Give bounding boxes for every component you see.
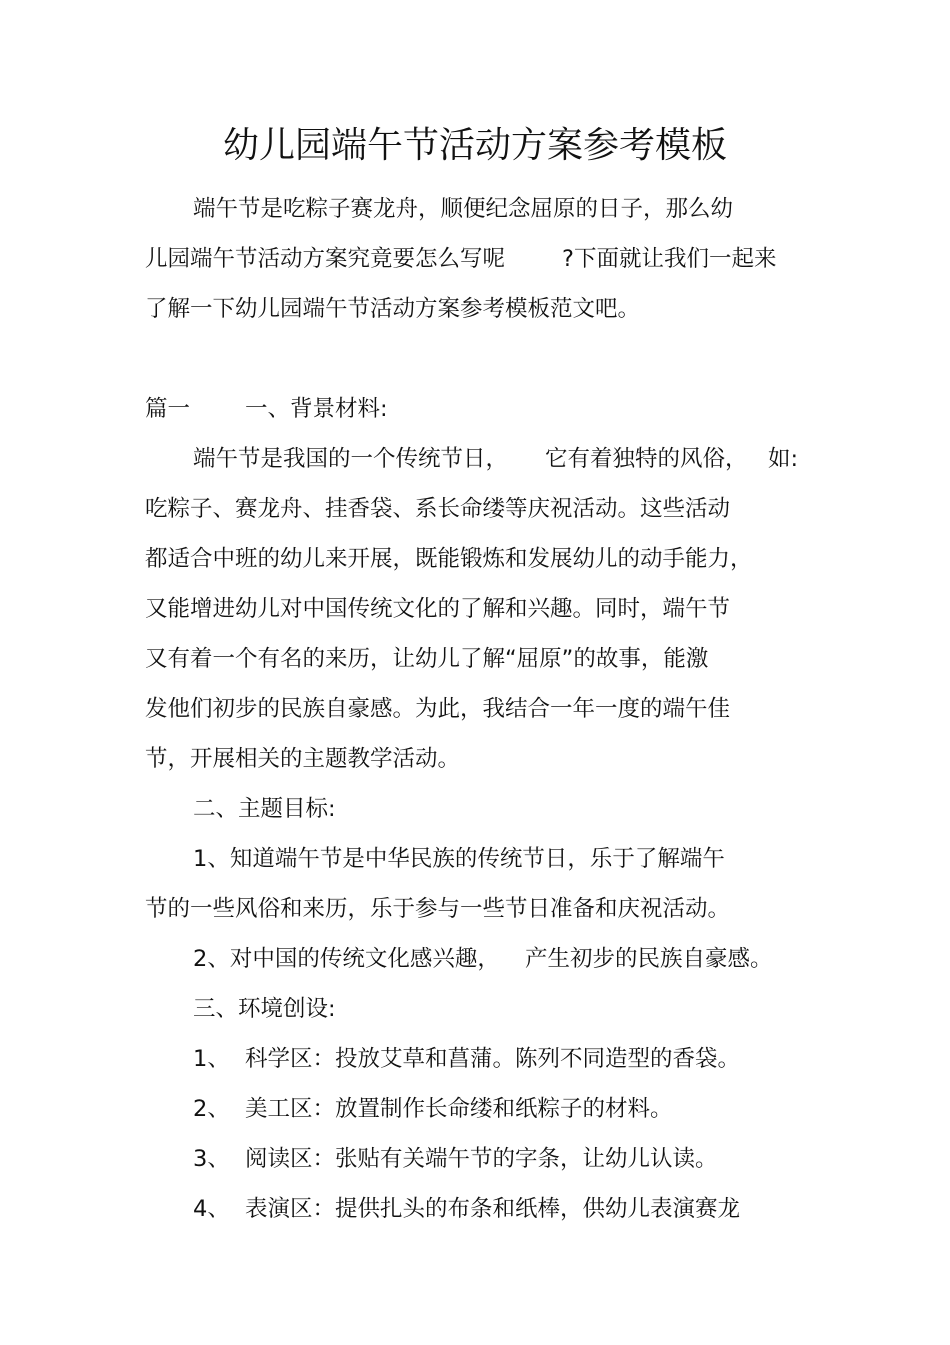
text-segment: 发他们初步的民族自豪感。为此，我结合一年一度的端午佳 [145,696,731,722]
text-segment: 产生初步的民族自豪感。 [525,946,773,972]
text-segment: ?下面就让我们一起来 [562,246,777,272]
text-segment: 节，开展相关的主题教学活动。 [145,746,461,772]
text-segment: 节的一些风俗和来历，乐于参与一些节日准备和庆祝活动。 [145,896,731,922]
text-segment: 阅读区：张贴有关端午节的字条，让幼儿认读。 [245,1146,718,1172]
text-segment: 吃粽子、赛龙舟、挂香袋、系长命缕等庆祝活动。这些活动 [145,496,731,522]
text-segment: 一、背景材料: [245,396,388,422]
text-segment: 端午节是我国的一个传统节日， [193,446,509,472]
text-segment: 又有着一个有名的来历，让幼儿了解“屈原”的故事，能激 [145,646,709,672]
text-segment: 1、知道端午节是中华民族的传统节日，乐于了解端午 [193,846,725,872]
text-segment: 二、主题目标: [193,796,336,822]
text-segment: 2、对中国的传统文化感兴趣， [193,946,500,972]
text-segment: 2、 [193,1096,230,1122]
text-segment: 又能增进幼儿对中国传统文化的了解和兴趣。同时，端午节 [145,596,731,622]
text-segment: 了解一下幼儿园端午节活动方案参考模板范文吧。 [145,296,641,322]
text-segment: 4、 [193,1196,230,1222]
text-segment: 1、 [193,1046,230,1072]
text-segment: 科学区：投放艾草和菖蒲。陈列不同造型的香袋。 [245,1046,741,1072]
text-segment: 三、环境创设: [193,996,336,1022]
document-title: 幼儿园端午节活动方案参考模板 [222,125,727,166]
text-segment: 如: [768,446,799,472]
text-segment: 都适合中班的幼儿来开展，既能锻炼和发展幼儿的动手能力， [145,546,753,572]
text-segment: 表演区：提供扎头的布条和纸棒，供幼儿表演赛龙 [245,1196,741,1222]
text-segment: 端午节是吃粽子赛龙舟，顺便纪念屈原的日子，那么幼 [193,196,734,222]
text-segment: 3、 [193,1146,230,1172]
text-segment: 儿园端午节活动方案究竟要怎么写呢 [145,246,506,272]
text-segment: 它有着独特的风俗， [545,446,748,472]
text-segment: 美工区：放置制作长命缕和纸粽子的材料。 [245,1096,673,1122]
text-segment: 篇一 [145,396,191,422]
